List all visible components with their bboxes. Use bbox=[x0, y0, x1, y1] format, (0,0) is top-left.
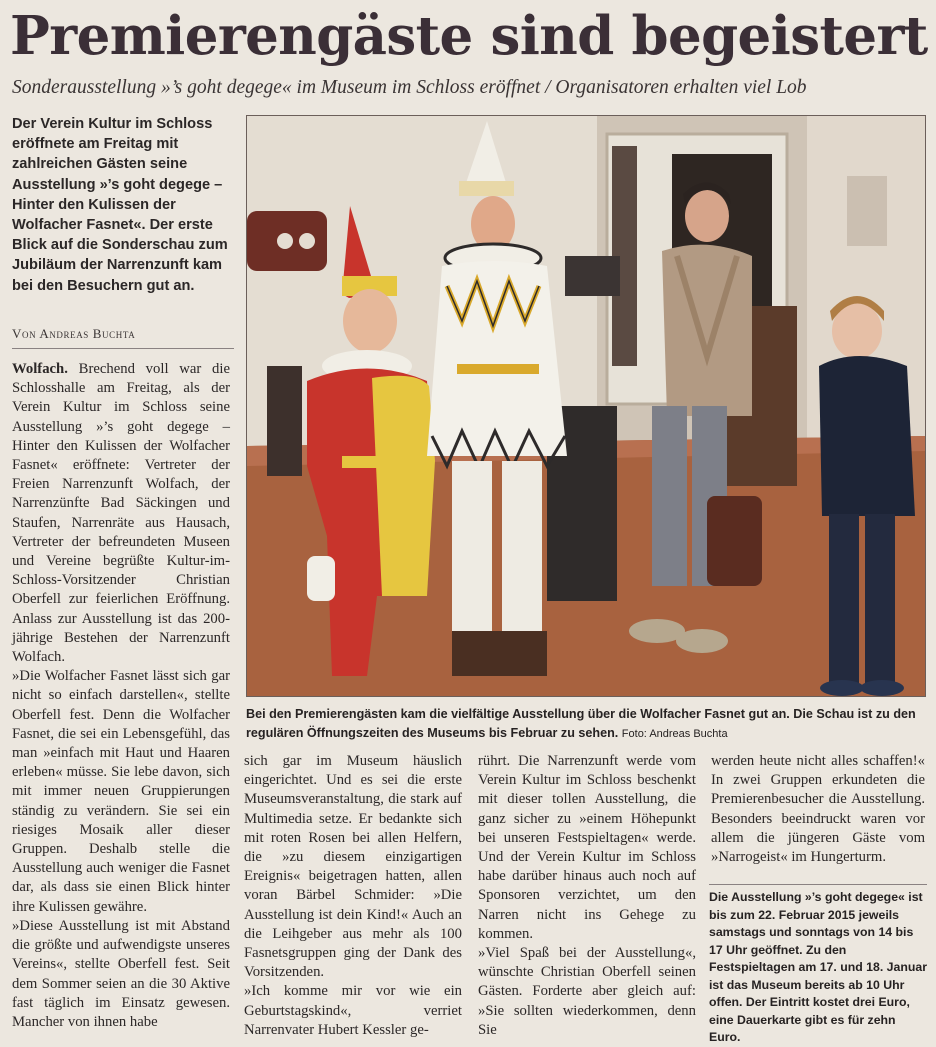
body-text: Brechend voll war die Schlosshalle am Freitag, als der Verein Kultur im Schloss seine Ausstellung »’s goht degege – Hinter den Kulissen der Wolfacher Fasnet« eröffnete: Vertreter der Freien Narrenzunft Wolfach, der Narrenzünfte Bad Säckingen und Staufen, Narrenräte aus Hausach, Vertreter der befreundeten Museen und Vereine begrüßte Kultur-im-Schloss-Vorsitzender Christian Oberfell zur feierlichen Eröffnung. Anlass zur Ausstellung ist das 200-jährige Bestehen der Narrenzunft Wolfach. bbox=[12, 361, 230, 666]
body-paragraph bbox=[12, 360, 230, 667]
headline: Premierengäste sind begeistert bbox=[10, 5, 928, 67]
subheadline: Sonderausstellung »’s goht degege« im Museum im Schloss eröffnet / Organisatoren erhalten viel Lob bbox=[12, 77, 807, 98]
byline: Von Andreas Buchta bbox=[12, 326, 234, 349]
article-column-4 bbox=[711, 752, 925, 867]
article-photo bbox=[246, 115, 926, 697]
body-paragraph: »Diese Ausstellung ist mit Abstand die größte und aufwendigste unseres Vereins«, stellte Oberfell fest. Seit dem Sommer seien an die 30 Aktive fast täglich im Einsatz gewesen. Mancher von ihnen habe bbox=[12, 917, 230, 1030]
body-paragraph: »Viel Spaß bei der Ausstellung«, wünschte Christian Oberfell seinen Gästen. Forderte aber gleich auf: »Sie sollten wiederkommen, denn Sie bbox=[478, 945, 696, 1038]
photo-caption bbox=[246, 705, 926, 743]
body-paragraph: werden heute nicht alles schaffen!« In zwei Gruppen erkundeten die Premierenbesucher die Ausstellung. Besonders beeindruckt waren vor allem die jüngeren Gäste vom »Narrogeist« im Hungerturm. bbox=[711, 753, 925, 866]
article-column-2 bbox=[244, 752, 462, 1040]
body-paragraph: sich gar im Museum häuslich eingerichtet. Und es sei die erste Museumsveranstaltung, die stark auf Multimedia setze. Er bedankte sich mit roten Rosen bei allen Helfern, die »zu diesem einzigartigen Ereignis« beigetragen hatten, allen voran Bärbel Schmider: »Die Ausstellung ist dein Kind!« Auch an die Leihgeber aus mehr als 100 Fasnetsgruppen ging der Dank des Vorsitzenden. bbox=[244, 753, 462, 981]
article-column-3 bbox=[478, 752, 696, 1040]
dateline: Wolfach. bbox=[12, 361, 68, 377]
caption-text: Bei den Premierengästen kam die vielfältige Ausstellung über die Wolfacher Fasnet gut an. Die Schau ist zu den regulären Öffnungszeiten des Museums bis Februar zu sehen. bbox=[246, 707, 916, 740]
body-paragraph: »Die Wolfacher Fasnet lässt sich gar nicht so einfach darstellen«, stellte Oberfell fest. Denn die Wolfacher Fasnet, die sei ein Lebensgefühl, das man »einfach mit Haut und Haaren erleben« müsse. Sie lebe davon, sich mit immer neuen Gruppierungen ständig zu verändern. Sie sei ein riesiges Mosaik aller dieser Gruppen. Deshalb stelle die Ausstellung auch weniger die Fasnet dar, als dass sie einen Blick hinter ihre Kulissen gewähre. bbox=[12, 668, 230, 915]
article-column-1 bbox=[12, 360, 230, 1032]
lead-paragraph: Der Verein Kultur im Schloss eröffnete am Freitag mit zahlreichen Gästen seine Ausstellung »’s goht degege – Hinter den Kulissen der Wolfacher Fasnet«. Der erste Blick auf die Sonderschau zum Jubiläum der Narrenzunft kam bei den Besuchern gut an. bbox=[12, 116, 228, 294]
photo-credit: Foto: Andreas Buchta bbox=[621, 727, 728, 740]
body-paragraph: rührt. Die Narrenzunft werde vom Verein Kultur im Schloss beschenkt mit dieser tollen Ausstellung, die ganz sicher zu »einem Höhepunkt bei unseren Festspieltagen« werde. Und der Verein Kultur im Schloss habe darüber hinaus auch noch auf Sponsoren verzichtet, um den Narren nicht ins Gehege zu kommen. bbox=[478, 753, 696, 942]
info-box: Die Ausstellung »’s goht degege« ist bis zum 22. Februar 2015 jeweils samstags und sonntags von 14 bis 17 Uhr geöffnet. Zu den Festspieltagen am 17. und 18. Januar ist das Museum bereits ab 10 Uhr offen. Der Eintritt kostet drei Euro, eine Dauerkarte gibt es für zehn Euro. bbox=[709, 884, 927, 1047]
body-paragraph: »Ich komme mir vor wie ein Geburtstagskind«, verriet Narrenvater Hubert Kessler ge- bbox=[244, 983, 462, 1038]
